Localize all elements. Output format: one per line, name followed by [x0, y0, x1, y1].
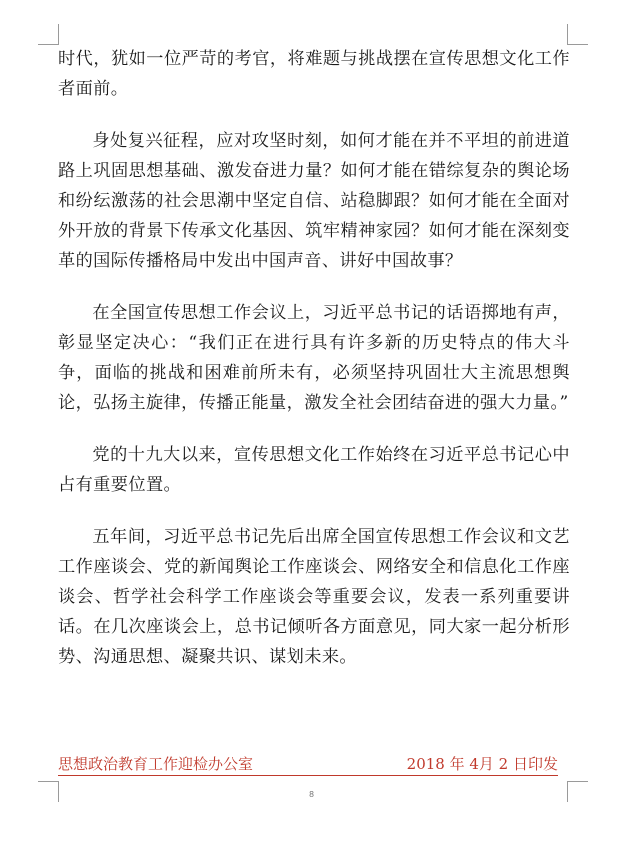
- footer-date: 2018 年 4月 2 日印发: [406, 755, 558, 773]
- paragraph-1: 时代，犹如一位严苛的考官，将难题与挑战摆在宣传思想文化工作者面前。: [58, 49, 570, 99]
- paragraph-2: 身处复兴征程，应对攻坚时刻，如何才能在并不平坦的前进道路上巩固思想基础、激发奋进力量？如何才能在错综复杂的舆论场和纷纭激荡的社会思潮中坚定自信、站稳脚跟？如何才能在全面对外开放的背景下传承文化基因、筑牢精神家园？如何才能在深刻变革的国际传播格局中发出中国声音、讲好中国故事？: [58, 131, 570, 271]
- issuing-footer: [58, 754, 558, 776]
- page-number: 8: [308, 790, 315, 799]
- paragraph-4: 党的十九大以来，宣传思想文化工作始终在习近平总书记心中占有重要位置。: [58, 445, 570, 495]
- crop-mark-top-left: [38, 24, 59, 45]
- crop-mark-top-right: [567, 24, 588, 45]
- paragraph-5: 五年间，习近平总书记先后出席全国宣传思想工作会议和文艺工作座谈会、党的新闻舆论工作座谈会、网络安全和信息化工作座谈会、哲学社会科学工作座谈会等重要会议，发表一系列重要讲话。在几次座谈会上，总书记倾听各方面意见，同大家一起分析形势、沟通思想、凝聚共识、谋划未来。: [58, 527, 570, 667]
- document-body: [58, 44, 570, 694]
- paragraph-3: 在全国宣传思想工作会议上，习近平总书记的话语掷地有声，彰显坚定决心：“我们正在进行具有许多新的历史特点的伟大斗争，面临的挑战和困难前所未有，必须坚持巩固壮大主流思想舆论，弘扬主旋律，传播正能量，激发全社会团结奋进的强大力量。”: [58, 303, 570, 413]
- footer-issuer: 思想政治教育工作迎检办公室: [58, 755, 254, 773]
